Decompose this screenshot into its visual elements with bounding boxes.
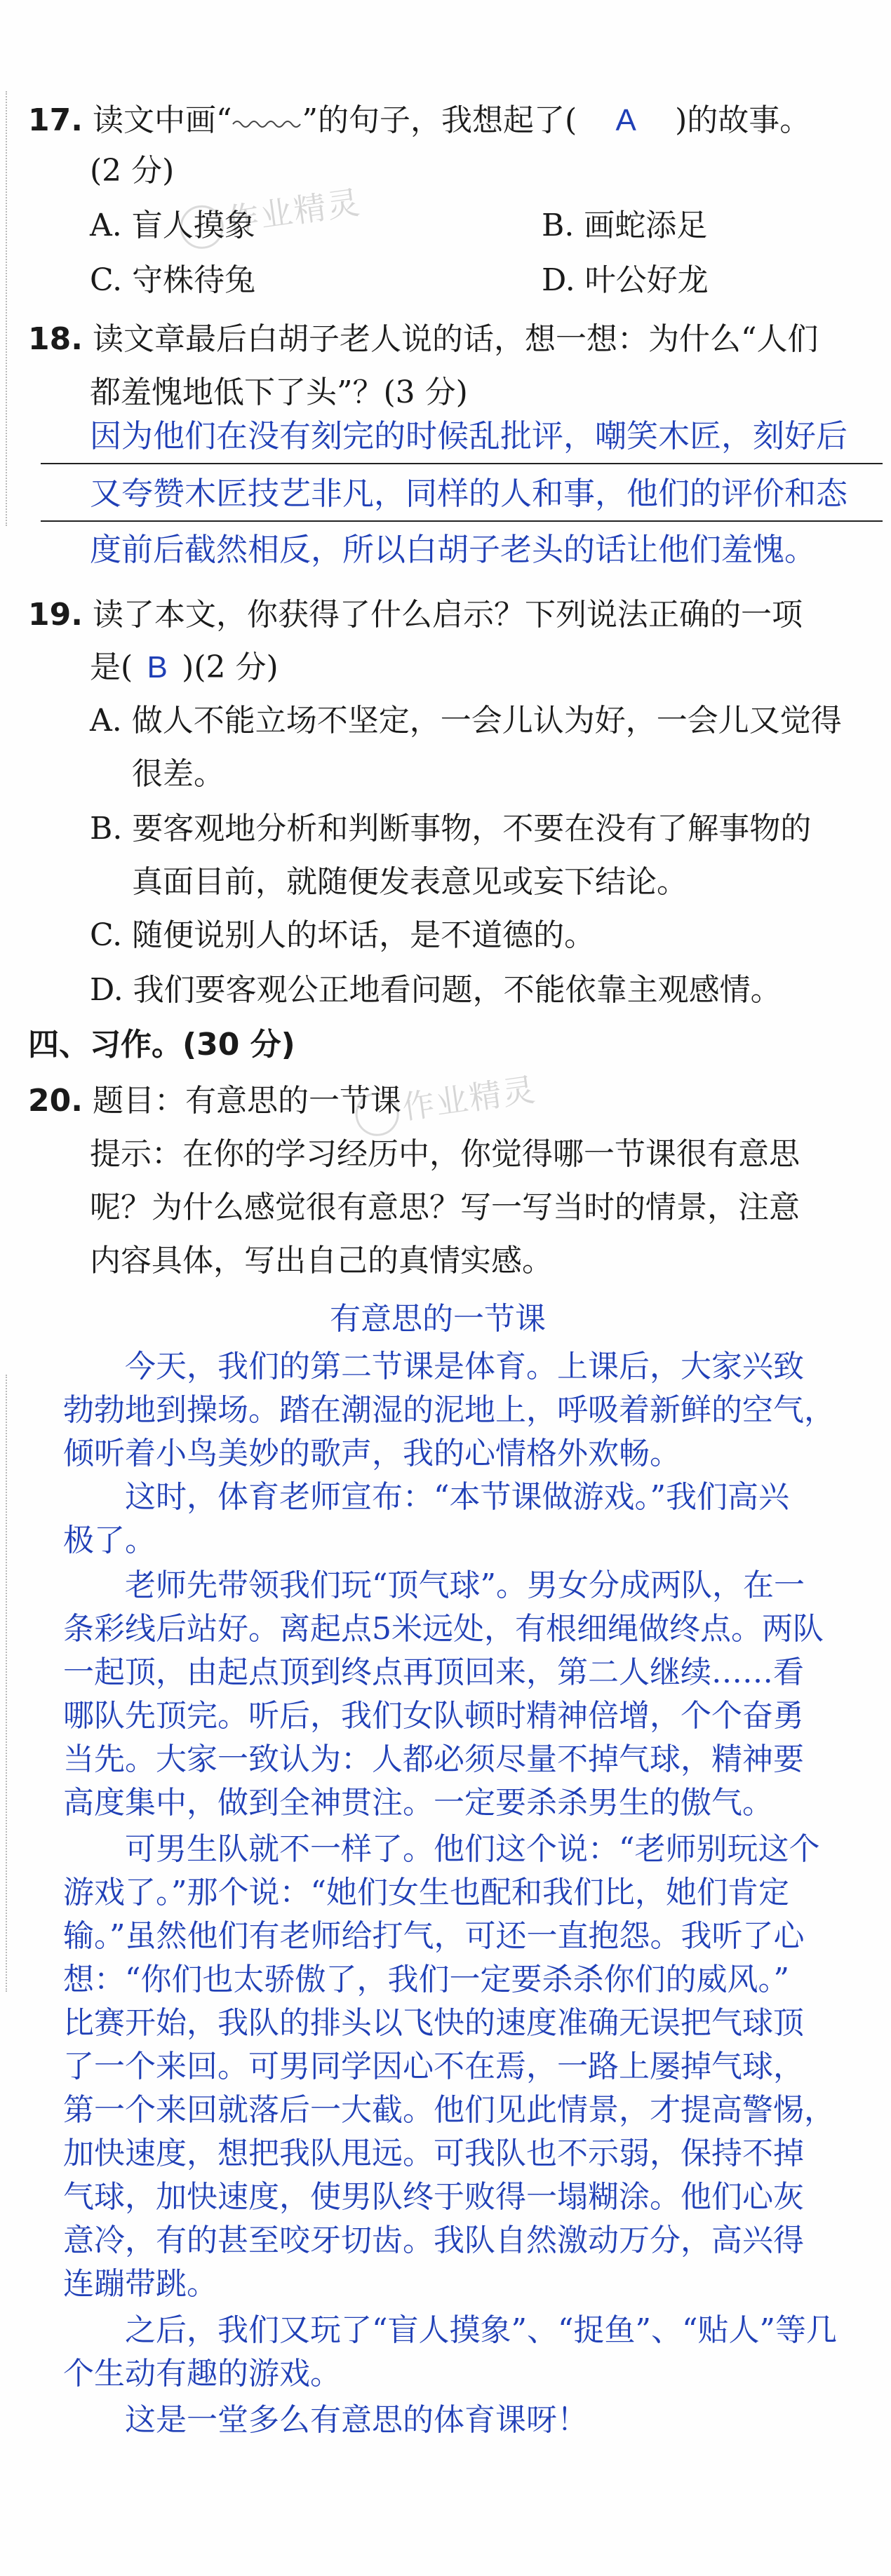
q18-answer-line: 因为他们在没有刻完的时候乱批评，嘲笑木匠，刻好后	[90, 417, 848, 454]
q17-score: (2 分)	[90, 153, 175, 189]
essay-line: 气球，加快速度，使男队终于败得一塌糊涂。他们心灰	[63, 2179, 804, 2215]
question-number: 20.	[28, 1083, 83, 1119]
q17-stem	[28, 98, 810, 143]
essay-line: 之后，我们又玩了“盲人摸象”、“捉鱼”、“贴人”等几	[125, 2312, 837, 2348]
q17-stem-part: ”的句子，我想起了(	[302, 102, 577, 138]
essay-line: 今天，我们的第二节课是体育。上课后，大家兴致	[125, 1349, 804, 1384]
section-heading: 四、习作。(30 分)	[28, 1027, 295, 1063]
q17-option-a: A. 盲人摸象	[90, 208, 255, 243]
q18-stem-line: 读文章最后白胡子老人说的话，想一想：为什么“人们	[92, 321, 819, 357]
essay-line: 倾听着小鸟美妙的歌声，我的心情格外欢畅。	[63, 1436, 681, 1471]
q17-option-d: D. 叶公好龙	[542, 262, 709, 298]
q17-answer: A	[615, 103, 636, 137]
q19-stem	[28, 593, 803, 638]
q19-stem-line	[90, 645, 279, 690]
q19-option-c: C. 随便说别人的坏话，是不道德的。	[90, 917, 596, 953]
answer-rule-line	[41, 463, 883, 464]
q19-option-b: B. 要客观地分析和判断事物，不要在没有了解事物的	[90, 811, 812, 847]
q19-option-a: A. 做人不能立场不坚定，一会儿认为好，一会儿又觉得	[90, 703, 842, 739]
essay-title: 有意思的一节课	[330, 1301, 546, 1337]
essay-line: 意冷，有的甚至咬牙切齿。我队自然激动万分，高兴得	[63, 2223, 804, 2258]
q18-stem-line: 都羞愧地低下了头”？(3 分)	[90, 375, 468, 410]
q19-option-b-cont: 真面目前，就随便发表意见或妄下结论。	[132, 864, 688, 900]
essay-line: 游戏了。”那个说：“她们女生也配和我们比，她们肯定	[63, 1875, 789, 1910]
q20-title	[28, 1079, 401, 1124]
essay-line: 极了。	[63, 1523, 156, 1558]
essay-line: 可男生队就不一样了。他们这个说：“老师别玩这个	[125, 1831, 820, 1867]
answer-rule-line	[41, 520, 883, 522]
essay-line: 这时，体育老师宣布：“本节课做游戏。”我们高兴	[125, 1479, 789, 1515]
essay-line: 勃勃地到操场。踏在潮湿的泥地上，呼吸着新鲜的空气，	[63, 1392, 835, 1428]
q20-hint-line: 提示：在你的学习经历中，你觉得哪一节课很有意思	[90, 1136, 800, 1172]
q17-stem-part: 读文中画“	[92, 102, 232, 138]
q19-answer: B	[147, 650, 168, 685]
q18-answer-line: 又夸赞木匠技艺非凡，同样的人和事，他们的评价和态	[90, 475, 848, 512]
essay-line: 想：“你们也太骄傲了，我们一定要杀杀你们的威风。”	[63, 1962, 789, 1997]
q18-answer-line: 度前后截然相反，所以白胡子老头的话让他们羞愧。	[90, 531, 817, 568]
q17-option-b: B. 画蛇添足	[542, 208, 708, 243]
essay-line: 哪队先顶完。听后，我们女队顿时精神倍增，个个奋勇	[63, 1698, 804, 1734]
q20-hint-line: 呢？为什么感觉很有意思？写一写当时的情景，注意	[90, 1189, 800, 1225]
q20-title-text: 题目：有意思的一节课	[92, 1083, 401, 1119]
q19-option-d: D. 我们要客观公正地看问题，不能依靠主观感情。	[90, 972, 782, 1008]
essay-line: 比赛开始，我队的排头以飞快的速度准确无误把气球顶	[63, 2005, 804, 2041]
essay-line: 个生动有趣的游戏。	[63, 2356, 341, 2392]
q19-option-a-cont: 很差。	[132, 756, 225, 792]
essay-line: 加快速度，想把我队甩远。可我队也不示弱，保持不掉	[63, 2136, 804, 2171]
q17-stem-part: )的故事。	[675, 102, 811, 138]
question-number: 18.	[28, 321, 83, 357]
essay-line: 第一个来回就落后一大截。他们见此情景，才提高警惕，	[63, 2092, 835, 2128]
watermark: 作业精灵	[351, 1064, 539, 1138]
q18-stem	[28, 317, 818, 362]
watermark: 作业精灵	[176, 177, 363, 251]
q19-stem-line: 读了本文，你获得了什么启示？下列说法正确的一项	[92, 597, 803, 633]
q19-stem-part: )(2 分)	[182, 649, 279, 685]
essay-line: 连蹦带跳。	[63, 2266, 217, 2302]
essay-line: 这是一堂多么有意思的体育课呀！	[125, 2402, 588, 2438]
wavy-underline-icon	[232, 118, 302, 130]
q19-stem-part: 是(	[90, 649, 133, 685]
question-number: 19.	[28, 597, 83, 633]
q20-hint-line: 内容具体，写出自己的真情实感。	[90, 1243, 553, 1279]
essay-line: 输。”虽然他们有老师给打气，可还一直抱怨。我听了心	[63, 1918, 805, 1954]
essay-line: 高度集中，做到全神贯注。一定要杀杀男生的傲气。	[63, 1785, 773, 1821]
essay-line: 当先。大家一致认为：人都必须尽量不掉气球，精神要	[63, 1741, 804, 1777]
margin-dotted-line	[6, 1375, 7, 1992]
question-number: 17.	[28, 102, 83, 138]
essay-line: 老师先带领我们玩“顶气球”。男女分成两队，在一	[125, 1567, 805, 1603]
margin-dotted-line	[6, 91, 7, 526]
q17-option-c: C. 守株待兔	[90, 262, 256, 298]
essay-line: 一起顶，由起点顶到终点再顶回来，第二人继续……看	[63, 1654, 804, 1690]
essay-line: 条彩线后站好。离起点5米远处，有根细绳做终点。两队	[63, 1611, 824, 1647]
essay-line: 了一个来回。可男同学因心不在焉，一路上屡掉气球，	[63, 2049, 804, 2084]
